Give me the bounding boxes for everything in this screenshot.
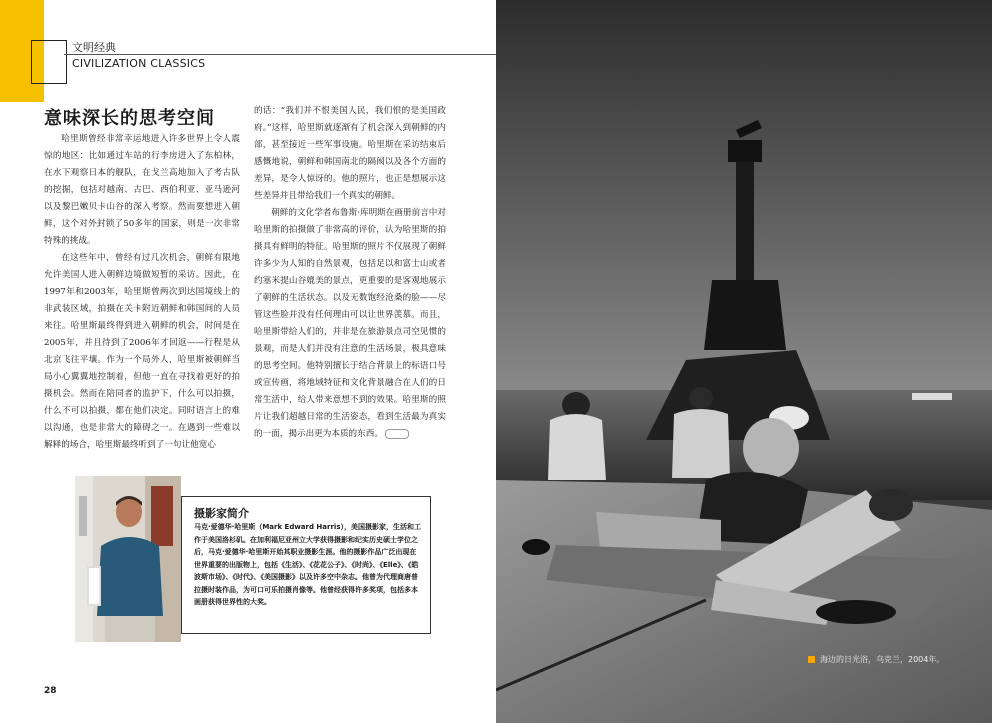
header-frame — [31, 40, 67, 84]
bio-text: 马克·爱德华·哈里斯（Mark Edward Harris），美国摄影家，生活和工作于美国洛杉矶。在加利福尼亚州立大学获得摄影和纪实历史硕士学位之后，马克·爱德华·哈里斯开始其职业摄影生涯。他的摄影作品广泛出现在世界重要的出版物上，包括《生活》、《花花公子》、《时尚》、《Elle》、《皓波斯市场》、《时代》、《美国摄影》以及许多空中杂志。他曾为代理商唐普拉摄时装作品，为可口可乐拍摄肖像等。他曾经获得许多奖项，包括多本画册获得世界性的大奖。 — [194, 523, 421, 606]
right-page-photo — [496, 0, 992, 723]
caption-bullet-icon — [808, 656, 815, 663]
article-column-right — [254, 103, 446, 443]
article-column-left — [44, 131, 240, 454]
end-mark-icon — [385, 429, 409, 439]
paragraph — [254, 205, 446, 443]
section-title-en: CIVILIZATION CLASSICS — [72, 57, 206, 70]
portrait-illustration — [75, 476, 181, 642]
photo-caption — [808, 654, 944, 665]
section-title-cn: 文明经典 — [72, 41, 116, 54]
paragraph: 哈里斯曾经非常幸运地进入许多世界上令人震惊的地区：比如通过车站的行李房进入了东柏林，在水下观察日本的舰队，在戈兰高地加入了考古队的挖掘，包括对越南、古巴、西伯利亚、亚马逊河以及黎巴嫩贝卡山谷的深入考察。然而要想进入朝鲜，这个对外封锁了50多年的国家，则是一次非常特殊的挑战。 — [44, 134, 240, 246]
paragraph-text: 朝鲜的文化学者布鲁斯·库明斯在画册前言中对哈里斯的拍摄做了非常高的评价，认为哈里斯的拍摄具有鲜明的特征。哈里斯的照片不仅展现了朝鲜许多少为人知的自然景观，包括足以和富士山或者约塞米提山谷媲美的景点，更重要的是客观地展示了朝鲜的生活状态。以及无数饱经沧桑的脸——尽管这些脸并没有任何理由可以让世界羡慕。而且，哈里斯带给人们的，并非是在旅游景点司空见惯的景观，而是人们并没有注意的生活场景，极具意味的思考空间。他特别擅长于结合背景上的标语口号或宣传画，将地域特征和文化背景融合在人们的日常生活中，给人带来意想不到的效果。哈里斯的照片让我们超越日常的生活姿态，看到生活最为真实的一面，揭示出更为本质的东西。 — [254, 208, 446, 439]
bio-title: 摄影家简介 — [194, 507, 249, 520]
page-number: 28 — [44, 686, 57, 696]
caption-text: 海边的日光浴，乌克兰，2004年。 — [820, 655, 945, 664]
header-divider — [64, 54, 496, 55]
paragraph: 的话：“我们并不恨美国人民，我们恨的是美国政府。”这样，哈里斯就逐渐有了机会深入到朝鲜的内部，甚至接近一些军事设施。哈里斯在采访结束后感慨地说，朝鲜和韩国南北的隔阂以及各个方面的差异，是令人惊讶的。他的照片，也正是想展示这些差异并且带给我们一个真实的朝鲜。 — [254, 106, 446, 201]
photographer-portrait — [75, 476, 181, 642]
photographer-bio — [181, 496, 431, 634]
beach-photograph — [496, 0, 992, 723]
article-title: 意味深长的思考空间 — [44, 108, 215, 129]
paragraph: 在这些年中，曾经有过几次机会，朝鲜有限地允许美国人进入朝鲜边境做短暂的采访。因此，在1997年和2003年，哈里斯曾两次到达国境线上的非武装区域，拍摄在关卡附近朝鲜和韩国间的人员来往。哈里斯最终得到进入朝鲜的机会，时间是在2005年，并且待到了2006年才回返——行程是从北京飞往平壤。作为一个局外人，哈里斯被朝鲜当局小心翼翼地控制着，但他一直在寻找着更好的拍摄机会。然而在陪同者的监护下，什么可以拍摄，什么不可以拍摄，都在他们决定。同时语言上的难以沟通，也是非常大的障碍之一。在遇到一些难以解释的场合，哈里斯最终听到了一句让他宽心 — [44, 253, 240, 450]
